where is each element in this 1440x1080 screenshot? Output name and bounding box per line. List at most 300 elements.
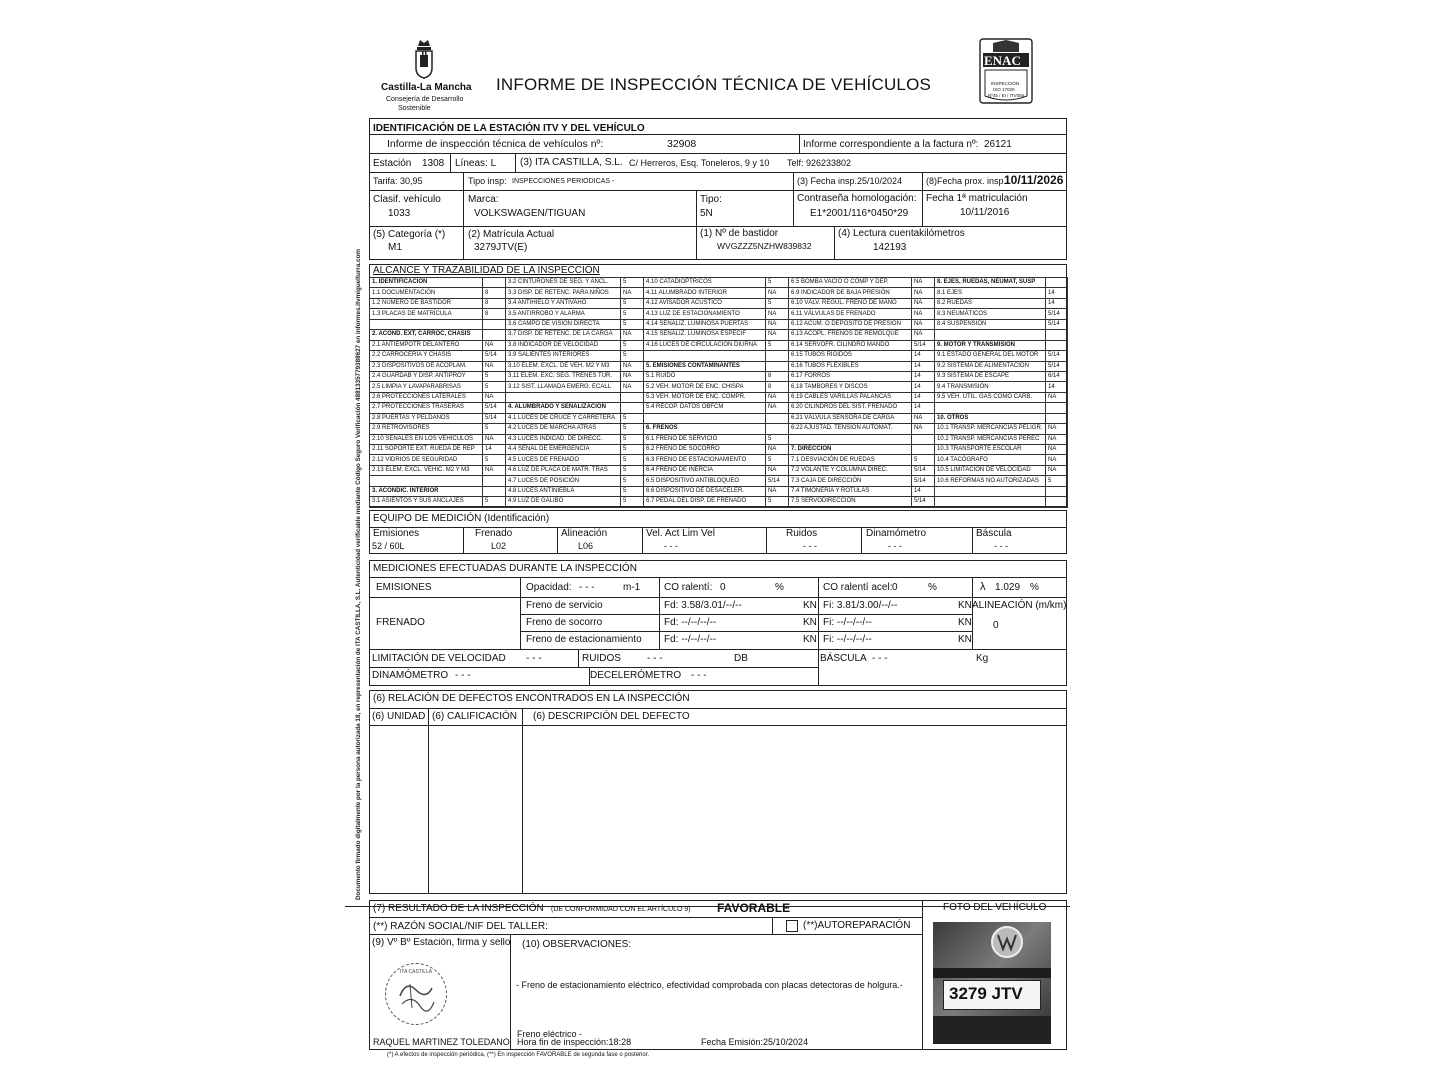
scope-item: 4.13 LUZ DE ESTACIONAMIENTO bbox=[644, 309, 766, 319]
scope-code: 5 bbox=[621, 465, 644, 475]
scope-code: 5 bbox=[621, 298, 644, 308]
scope-item: 3.3 DISP. DE RETENC. PARA NIÑOS bbox=[506, 288, 621, 298]
scope-item: 7.3 CAJA DE DIRECCIÓN bbox=[789, 476, 912, 486]
scope-item: 4.5 LUCES DE FRENADO bbox=[506, 455, 621, 465]
scope-code: NA bbox=[483, 361, 506, 371]
scope-code: 14 bbox=[1046, 382, 1068, 392]
opacidad-value: - - - bbox=[579, 582, 595, 593]
enac-line3: Nº45 / EI / ITV055 bbox=[988, 93, 1025, 98]
co-acel-unit: % bbox=[928, 582, 937, 593]
scope-item: 3.9 SALIENTES INTERIORES bbox=[506, 351, 621, 361]
scope-code: 5 bbox=[621, 413, 644, 423]
scope-code: 5 bbox=[621, 497, 644, 507]
scope-code: 5 bbox=[766, 497, 789, 507]
scope-row bbox=[370, 434, 1068, 444]
scope-item bbox=[370, 476, 483, 486]
co-ralenti-value: 0 bbox=[720, 582, 726, 593]
scope-title: ALCANCE Y TRAZABILIDAD DE LA INSPECCIÓN bbox=[373, 265, 600, 276]
scope-code: 5 bbox=[912, 455, 935, 465]
equip-ruidos-label: Ruidos bbox=[786, 528, 818, 539]
scope-item bbox=[789, 434, 912, 444]
observation-text: - Freno de estacionamiento eléctrico, efectividad comprobada con placas detectoras de holgura.- bbox=[516, 980, 903, 990]
scope-item: 7.4 TIMONERÍA Y RÓTULAS bbox=[789, 486, 912, 496]
scope-code: NA bbox=[912, 288, 935, 298]
servicio-fd: Fd: 3.58/3.01/--/-- bbox=[664, 600, 742, 611]
scope-code: NA bbox=[766, 465, 789, 475]
station-stamp bbox=[385, 963, 447, 1025]
scope-code: 5 bbox=[1046, 476, 1068, 486]
scope-item: 6.18 TAMBORES Y DISCOS bbox=[789, 382, 912, 392]
scope-item: 3.11 ELEM. EXC. SEG. TRENES TUR. bbox=[506, 371, 621, 381]
scope-item: 6.6 DISPOSITIVO DE DESACELER. bbox=[644, 486, 766, 496]
meas-frenado-label: FRENADO bbox=[376, 617, 425, 628]
brand-value: VOLKSWAGEN/TIGUAN bbox=[474, 208, 586, 219]
scope-item: 4.3 LUCES INDICAD. DE DIRECC. bbox=[506, 434, 621, 444]
type-value: 5N bbox=[700, 208, 713, 219]
lambda-symbol: λ bbox=[980, 581, 986, 593]
equip-bascula: - - - bbox=[994, 541, 1008, 551]
scope-item: 4.2 LUCES DE MARCHA ATRÁS bbox=[506, 424, 621, 434]
limitacion-value: - - - bbox=[526, 653, 542, 664]
scope-item: 3.5 ANTIRROBO Y ALARMA bbox=[506, 309, 621, 319]
scope-row bbox=[370, 382, 1068, 392]
scope-item: 3.4 ANTIHIELO Y ANTIVAHO bbox=[506, 298, 621, 308]
scope-code bbox=[766, 361, 789, 371]
vin-value: WVGZZZ5NZHW839832 bbox=[717, 241, 812, 251]
scope-code: NA bbox=[483, 465, 506, 475]
scope-item: 6.11 VÁLVULAS DE FRENADO bbox=[789, 309, 912, 319]
socorro-label: Freno de socorro bbox=[526, 617, 603, 628]
scope-row bbox=[370, 371, 1068, 381]
homolog-value: E1*2001/116*0450*29 bbox=[810, 208, 909, 219]
scope-code bbox=[912, 434, 935, 444]
scope-code: NA bbox=[766, 486, 789, 496]
scope-row bbox=[370, 278, 1068, 288]
scope-code: 5 bbox=[483, 497, 506, 507]
scope-code: 5 bbox=[766, 340, 789, 350]
scope-code: 5 bbox=[621, 424, 644, 434]
scope-item bbox=[370, 319, 483, 329]
col-unidad: (6) UNIDAD bbox=[372, 711, 426, 722]
scope-code: NA bbox=[1046, 434, 1068, 444]
result-note: (DE CONFORMIDAD CON EL ARTÍCULO 9) bbox=[551, 906, 691, 913]
scope-item: 10.2 TRANSP. MERCANCIAS PEREC bbox=[935, 434, 1046, 444]
equip-vel-label: Vel. Act Lim Vel bbox=[646, 528, 715, 539]
scope-code: NA bbox=[1046, 392, 1068, 402]
bascula-value: - - - bbox=[872, 653, 888, 664]
scope-code: NA bbox=[766, 309, 789, 319]
scope-item: 6.19 CABLES VARILLAS PALANCAS bbox=[789, 392, 912, 402]
equip-alineacion-label: Alineación bbox=[561, 528, 608, 539]
decelerometro-label: DECELERÓMETRO bbox=[590, 670, 682, 681]
scope-code bbox=[621, 392, 644, 402]
servicio-kn-fd: KN bbox=[803, 600, 817, 611]
scope-item: 6.21 VÁLVULA SENSORA DE CARGA bbox=[789, 413, 912, 423]
scope-code bbox=[483, 278, 506, 288]
scope-row bbox=[370, 486, 1068, 496]
station-phone: Telf: 926233802 bbox=[787, 158, 852, 168]
inspector-name: RAQUEL MARTINEZ TOLEDANO bbox=[373, 1037, 510, 1047]
first-reg-value: 10/11/2016 bbox=[960, 207, 1010, 218]
scope-code: 5 bbox=[621, 476, 644, 486]
scope-item: 4.11 ALUMBRADO INTERIOR bbox=[644, 288, 766, 298]
scope-item: 3.10 ELEM. EXCL. DE VEH. M2 Y M3 bbox=[506, 361, 621, 371]
first-reg-label: Fecha 1ª matriculación bbox=[926, 193, 1028, 204]
estac-fd: Fd: --/--/--/-- bbox=[664, 634, 717, 645]
scope-code: 8 bbox=[766, 371, 789, 381]
next-insp-label: (8)Fecha prox. insp.: bbox=[926, 176, 1009, 186]
scope-code: NA bbox=[912, 424, 935, 434]
scope-item: 2.9 RETROVISORES bbox=[370, 424, 483, 434]
scope-code: 14 bbox=[1046, 298, 1068, 308]
bascula-label: BÁSCULA bbox=[820, 653, 867, 664]
scope-row bbox=[370, 424, 1068, 434]
scope-code: 5 bbox=[621, 351, 644, 361]
category-value: M1 bbox=[388, 242, 402, 253]
scope-item: 6.3 FRENO DE ESTACIONAMIENTO bbox=[644, 455, 766, 465]
scope-code bbox=[483, 330, 506, 340]
scope-code: 5/14 bbox=[912, 340, 935, 350]
scope-item: 4.15 SEÑALIZ. LUMINOSA ESPECIF bbox=[644, 330, 766, 340]
scope-item: 4.7 LUCES DE POSICIÓN bbox=[506, 476, 621, 486]
scope-item: 5. EMISIONES CONTAMINANTES bbox=[644, 361, 766, 371]
photo-plate-text: 3279 JTV bbox=[949, 984, 1023, 1003]
scope-row bbox=[370, 361, 1068, 371]
lambda-value: 1.029 bbox=[995, 582, 1021, 593]
brand-label: Marca: bbox=[468, 194, 499, 205]
servicio-label: Freno de servicio bbox=[526, 600, 603, 611]
scope-item: 6.4 FRENO DE INERCIA bbox=[644, 465, 766, 475]
scope-code: 14 bbox=[912, 382, 935, 392]
scope-item: 6.12 ACUM. O DEPÓSITO DE PRESIÓN bbox=[789, 319, 912, 329]
scope-item: 6.16 TUBOS FLEXIBLES bbox=[789, 361, 912, 371]
scope-code: 5/14 bbox=[483, 403, 506, 413]
scope-item: 4.9 LUZ DE GÁLIBO bbox=[506, 497, 621, 507]
scope-code: 14 bbox=[483, 445, 506, 455]
scope-code: 5 bbox=[766, 278, 789, 288]
scope-item: 5.3 VEH. MOTOR DE ENC. COMPR. bbox=[644, 392, 766, 402]
socorro-kn-fi: KN bbox=[958, 617, 972, 628]
equip-dinamometro-label: Dinamómetro bbox=[866, 528, 927, 539]
scope-item: 2.5 LIMPIA Y LAVAPARABRISAS bbox=[370, 382, 483, 392]
ruidos-label: RUIDOS bbox=[582, 653, 621, 664]
scope-code: NA bbox=[766, 330, 789, 340]
scope-item: 8.1 EJES bbox=[935, 288, 1046, 298]
scope-row bbox=[370, 319, 1068, 329]
scope-code: NA bbox=[912, 298, 935, 308]
report-label: Informe de inspección técnica de vehículos nº: bbox=[387, 138, 604, 150]
observations-label: (10) OBSERVACIONES: bbox=[522, 939, 632, 950]
estac-kn-fd: KN bbox=[803, 634, 817, 645]
scope-item: 6.5 BOMBA VACIO O COMP Y DEP. bbox=[789, 278, 912, 288]
scope-item: 6.17 FORROS bbox=[789, 371, 912, 381]
page-title: INFORME DE INSPECCIÓN TÉCNICA DE VEHÍCULOS bbox=[496, 75, 932, 94]
scope-item: 2. ACOND. EXT, CARROC, CHASIS bbox=[370, 330, 483, 340]
scope-code: NA bbox=[483, 392, 506, 402]
scope-code bbox=[766, 424, 789, 434]
scope-code: 5 bbox=[621, 319, 644, 329]
dinamometro-label: DINAMÓMETRO bbox=[372, 670, 449, 681]
scope-item bbox=[935, 403, 1046, 413]
scope-code: 5 bbox=[621, 340, 644, 350]
scope-code: 5/14 bbox=[1046, 319, 1068, 329]
scope-item: 10.3 TRANSPORTE ESCOLAR bbox=[935, 445, 1046, 455]
scope-item: 5.2 VEH. MOTOR DE ENC. CHISPA bbox=[644, 382, 766, 392]
scope-row bbox=[370, 309, 1068, 319]
scope-item: 6. FRENOS bbox=[644, 424, 766, 434]
alineacion-value: 0 bbox=[993, 620, 999, 631]
class-value: 1033 bbox=[388, 208, 411, 219]
station-label: Estación bbox=[373, 158, 412, 169]
scope-item: 6.2 FRENO DE SOCORRO bbox=[644, 445, 766, 455]
equip-ruidos: - - - bbox=[803, 541, 817, 551]
opacidad-unit: m-1 bbox=[623, 582, 641, 593]
scope-item bbox=[644, 413, 766, 423]
scope-code bbox=[1046, 403, 1068, 413]
scope-item: 4.12 AVISADOR ACÚSTICO bbox=[644, 298, 766, 308]
scope-item: 3.7 DISP. DE RETENC. DE LA CARGA bbox=[506, 330, 621, 340]
scope-item: 4.4 SEÑAL DE EMERGENCIA bbox=[506, 445, 621, 455]
servicio-fi: Fi: 3.81/3.00/--/-- bbox=[823, 600, 898, 611]
scope-code: 5 bbox=[766, 434, 789, 444]
scope-item: 6.10 VÁLV. REGUL. FRENO DE MANO bbox=[789, 298, 912, 308]
scope-code: NA bbox=[621, 288, 644, 298]
stamp-mark-icon bbox=[396, 978, 436, 1012]
scope-item: 3.12 SIST. LLAMADA EMERG. ECALL bbox=[506, 382, 621, 392]
station-number: 1308 bbox=[422, 158, 445, 169]
scope-code: 8 bbox=[483, 298, 506, 308]
insp-date: (3) Fecha insp.25/10/2024 bbox=[797, 176, 903, 186]
vin-label: (1) Nº de bastidor bbox=[700, 228, 779, 239]
equipment-title: EQUIPO DE MEDICIÓN (Identificación) bbox=[373, 513, 550, 524]
co-ralenti-unit: % bbox=[775, 582, 784, 593]
scope-code: NA bbox=[483, 434, 506, 444]
co-acel-value: 0 bbox=[892, 582, 898, 593]
scope-item: 1.3 PLACAS DE MATRÍCULA bbox=[370, 309, 483, 319]
scope-item: 2.12 VIDRIOS DE SEGURIDAD bbox=[370, 455, 483, 465]
scope-item: 1.1 DOCUMENTACIÓN bbox=[370, 288, 483, 298]
scope-code bbox=[483, 476, 506, 486]
station-address: C/ Herreros, Esq. Toneleros, 9 y 10 bbox=[629, 158, 770, 168]
result-value: FAVORABLE bbox=[717, 901, 791, 915]
scope-item: 1. IDENTIFICACIÓN bbox=[370, 278, 483, 288]
scope-code: 5/14 bbox=[1046, 351, 1068, 361]
region-name: Castilla-La Mancha bbox=[381, 82, 472, 93]
col-calificacion: (6) CALIFICACIÓN bbox=[432, 711, 518, 722]
emission-date: Fecha Emisión:25/10/2024 bbox=[701, 1037, 809, 1047]
note-line: Freno eléctrico - bbox=[517, 1029, 583, 1039]
next-insp-date: 10/11/2026 bbox=[1004, 173, 1064, 187]
scope-code: NA bbox=[766, 403, 789, 413]
scope-code: NA bbox=[766, 319, 789, 329]
scope-item: 10.6 REFORMAS NO AUTORIZADAS bbox=[935, 476, 1046, 486]
scope-item: 3.1 ASIENTOS Y SUS ANCLAJES bbox=[370, 497, 483, 507]
scope-code: 8 bbox=[766, 382, 789, 392]
scope-item: 6.5 DISPOSITIVO ANTIBLOQUEO bbox=[644, 476, 766, 486]
scope-code: 14 bbox=[912, 403, 935, 413]
scope-item: 2.3 DISPOSITIVOS DE ACOPLAM. bbox=[370, 361, 483, 371]
scope-row bbox=[370, 497, 1068, 507]
scope-code: NA bbox=[912, 309, 935, 319]
scope-item: 10.5 LIMITACIÓN DE VELOCIDAD bbox=[935, 465, 1046, 475]
self-repair-label: (**)AUTOREPARACIÓN bbox=[803, 920, 911, 931]
scope-item bbox=[935, 486, 1046, 496]
scope-code: 14 bbox=[912, 486, 935, 496]
estac-fi: Fi: --/--/--/-- bbox=[823, 634, 872, 645]
insp-type: INSPECCIONES PERIODICAS - bbox=[512, 178, 615, 185]
scope-item: 7. DIRECCIÓN bbox=[789, 445, 912, 455]
scope-code: 5/14 bbox=[766, 476, 789, 486]
scope-item: 4.14 SEÑALIZ. LUMINOSA PUERTAS bbox=[644, 319, 766, 329]
scope-item: 6.13 ACOPL. FRENOS DE REMOLQUE bbox=[789, 330, 912, 340]
scope-code: 5/14 bbox=[483, 413, 506, 423]
km-label: (4) Lectura cuentakilómetros bbox=[838, 228, 965, 239]
socorro-fd: Fd: --/--/--/-- bbox=[664, 617, 717, 628]
scope-code: NA bbox=[912, 413, 935, 423]
scope-code: 14 bbox=[912, 392, 935, 402]
scope-item: 4.1 LUCES DE CRUCE Y CARRETERA bbox=[506, 413, 621, 423]
company-name: (3) ITA CASTILLA, S.L. bbox=[520, 157, 623, 168]
type-label: Tipo: bbox=[700, 194, 722, 205]
scope-item: 3.8 INDICADOR DE VELOCIDAD bbox=[506, 340, 621, 350]
scope-item: 6.22 AJUSTAD. TENSIÓN AUTOMÁT. bbox=[789, 424, 912, 434]
equip-bascula-label: Báscula bbox=[976, 528, 1012, 539]
limitacion-label: LIMITACIÓN DE VELOCIDAD bbox=[372, 653, 506, 664]
scope-code: NA bbox=[766, 288, 789, 298]
invoice-label: Informe correspondiente a la factura nº: bbox=[803, 139, 979, 150]
scope-code: 8 bbox=[483, 309, 506, 319]
scope-code: 5 bbox=[621, 455, 644, 465]
bascula-unit: Kg bbox=[976, 653, 989, 664]
tariff: Tarifa: 30,95 bbox=[373, 176, 423, 186]
scope-item: 2.2 CARROCERÍA Y CHASIS bbox=[370, 351, 483, 361]
scope-item: 10. OTROS bbox=[935, 413, 1046, 423]
scope-code: NA bbox=[766, 445, 789, 455]
scope-code bbox=[483, 486, 506, 496]
scope-code bbox=[1046, 413, 1068, 423]
scope-item: 4.16 LUCES DE CIRCULACIÓN DIURNA bbox=[644, 340, 766, 350]
scope-row bbox=[370, 465, 1068, 475]
scope-item: 3.6 CAMPO DE VISIÓN DIRECTA bbox=[506, 319, 621, 329]
scope-row bbox=[370, 392, 1068, 402]
invoice-number: 26121 bbox=[984, 139, 1012, 150]
scope-item: 7.5 SERVODIRECCIÓN bbox=[789, 497, 912, 507]
scope-item: 4.10 CATADIÓPTRICOS bbox=[644, 278, 766, 288]
scope-item: 2.13 ELEM. EXCL. VEHIC. M2 Y M3 bbox=[370, 465, 483, 475]
scope-item: 10.4 TACÓGRAFO bbox=[935, 455, 1046, 465]
digital-signature-side-text: Documento firmado digitalmente por la persona autorizada 18, en representación de ITA CASTILLA, S.L. Autenticidad verificable mediante Código Seguro Verificación 4881335779388627 en informes.itvmiguelturra.com bbox=[355, 249, 362, 900]
scope-item: 5.1 RUIDO bbox=[644, 371, 766, 381]
scope-code: NA bbox=[483, 340, 506, 350]
scope-item: 9.4 TRANSMISIÓN bbox=[935, 382, 1046, 392]
end-time: Hora fin de inspección:18:28 bbox=[517, 1037, 632, 1047]
stamp-text: ITA CASTILLA bbox=[400, 969, 433, 975]
equip-emisiones-label: Emisiones bbox=[373, 528, 420, 539]
scope-item: 6.15 TUBOS RÍGIDOS bbox=[789, 351, 912, 361]
scope-item: 8.2 RUEDAS bbox=[935, 298, 1046, 308]
scope-item: 4.8 LUCES ANTINIEBLA bbox=[506, 486, 621, 496]
scope-item: 2.10 SEÑALES EN LOS VEHÍCULOS bbox=[370, 434, 483, 444]
km-value: 142193 bbox=[873, 242, 907, 253]
scope-row bbox=[370, 340, 1068, 350]
scope-item: 7.1 DESVIACIÓN DE RUEDAS bbox=[789, 455, 912, 465]
scope-item: 6.7 PEDAL DEL DISP. DE FRENADO bbox=[644, 497, 766, 507]
scope-item: 9. MOTOR Y TRANSMISIÓN bbox=[935, 340, 1046, 350]
scope-code bbox=[1046, 486, 1068, 496]
scope-item: 6.20 CILINDROS DEL SIST. FRENADO bbox=[789, 403, 912, 413]
col-descripcion: (6) DESCRIPCIÓN DEL DEFECTO bbox=[533, 711, 690, 722]
scope-code: 5/14 bbox=[1046, 361, 1068, 371]
scope-row bbox=[370, 298, 1068, 308]
workshop-label: (**) RAZÓN SOCIAL/NIF DEL TALLER: bbox=[373, 921, 548, 932]
scope-item: 2.11 SOPORTE EXT. RUEDA DE REP bbox=[370, 445, 483, 455]
scope-code: 5 bbox=[621, 434, 644, 444]
scope-code bbox=[912, 445, 935, 455]
scope-code: NA bbox=[621, 330, 644, 340]
scope-code bbox=[1046, 497, 1068, 507]
result-label: (7) RESULTADO DE LA INSPECCIÓN bbox=[373, 903, 544, 914]
vw-logo-icon bbox=[989, 924, 1025, 960]
estac-kn-fi: KN bbox=[958, 634, 972, 645]
scope-code: 5/14 bbox=[483, 351, 506, 361]
scope-code bbox=[621, 403, 644, 413]
scope-code: 6/14 bbox=[1046, 371, 1068, 381]
class-label: Clasif. vehículo bbox=[373, 194, 441, 205]
scope-code: 5/14 bbox=[912, 476, 935, 486]
scope-code: 5 bbox=[483, 371, 506, 381]
self-repair-checkbox[interactable] bbox=[786, 920, 798, 932]
equip-vel: - - - bbox=[664, 541, 678, 551]
scope-item bbox=[506, 392, 621, 402]
scope-code bbox=[766, 351, 789, 361]
scope-row bbox=[370, 445, 1068, 455]
meas-emisiones-label: EMISIONES bbox=[376, 582, 432, 593]
scope-code: 8 bbox=[483, 288, 506, 298]
equip-dinamometro: - - - bbox=[888, 541, 902, 551]
scope-code bbox=[483, 319, 506, 329]
scope-code: 5/14 bbox=[912, 497, 935, 507]
scope-code bbox=[766, 413, 789, 423]
scope-code: 5 bbox=[621, 309, 644, 319]
scope-code: 5 bbox=[483, 455, 506, 465]
enac-line1: INSPECCIÓN bbox=[991, 81, 1020, 86]
scope-code: NA bbox=[621, 361, 644, 371]
scope-item: 2.1 ANTIEMPOTR DELANTERO bbox=[370, 340, 483, 350]
measurements-title: MEDICIONES EFECTUADAS DURANTE LA INSPECCIÓN bbox=[373, 563, 637, 574]
scope-code bbox=[1046, 330, 1068, 340]
scope-item: 10.1 TRANSP. MERCANCIAS PELIGR. bbox=[935, 424, 1046, 434]
alineacion-label: ALINEACIÓN (m/km) bbox=[972, 600, 1067, 611]
scope-item: 9.5 VEH. UTIL. GAS COMO CARB. bbox=[935, 392, 1046, 402]
scope-item: 8.4 SUSPENSIÓN bbox=[935, 319, 1046, 329]
enac-brand: ENAC bbox=[984, 53, 1021, 68]
scope-item: 6.1 FRENO DE SERVICIO bbox=[644, 434, 766, 444]
scope-item: 6.9 INDICADOR DE BAJA PRESIÓN bbox=[789, 288, 912, 298]
homolog-label: Contraseña homologación: bbox=[797, 193, 917, 204]
equip-emisiones: 52 / 60L bbox=[372, 541, 405, 551]
equip-alineacion: L06 bbox=[578, 541, 594, 551]
scope-item bbox=[644, 351, 766, 361]
scope-item: 4.6 LUZ DE PLACA DE MATR. TRAS bbox=[506, 465, 621, 475]
scope-code: NA bbox=[912, 330, 935, 340]
scope-code: 14 bbox=[912, 351, 935, 361]
dinamometro-value: - - - bbox=[455, 670, 471, 681]
scope-code: 14 bbox=[912, 371, 935, 381]
scope-item: 2.7 PROTECCIONES TRASERAS bbox=[370, 403, 483, 413]
scope-code: NA bbox=[912, 319, 935, 329]
equip-frenado: L02 bbox=[491, 541, 507, 551]
scope-code: 14 bbox=[1046, 288, 1068, 298]
